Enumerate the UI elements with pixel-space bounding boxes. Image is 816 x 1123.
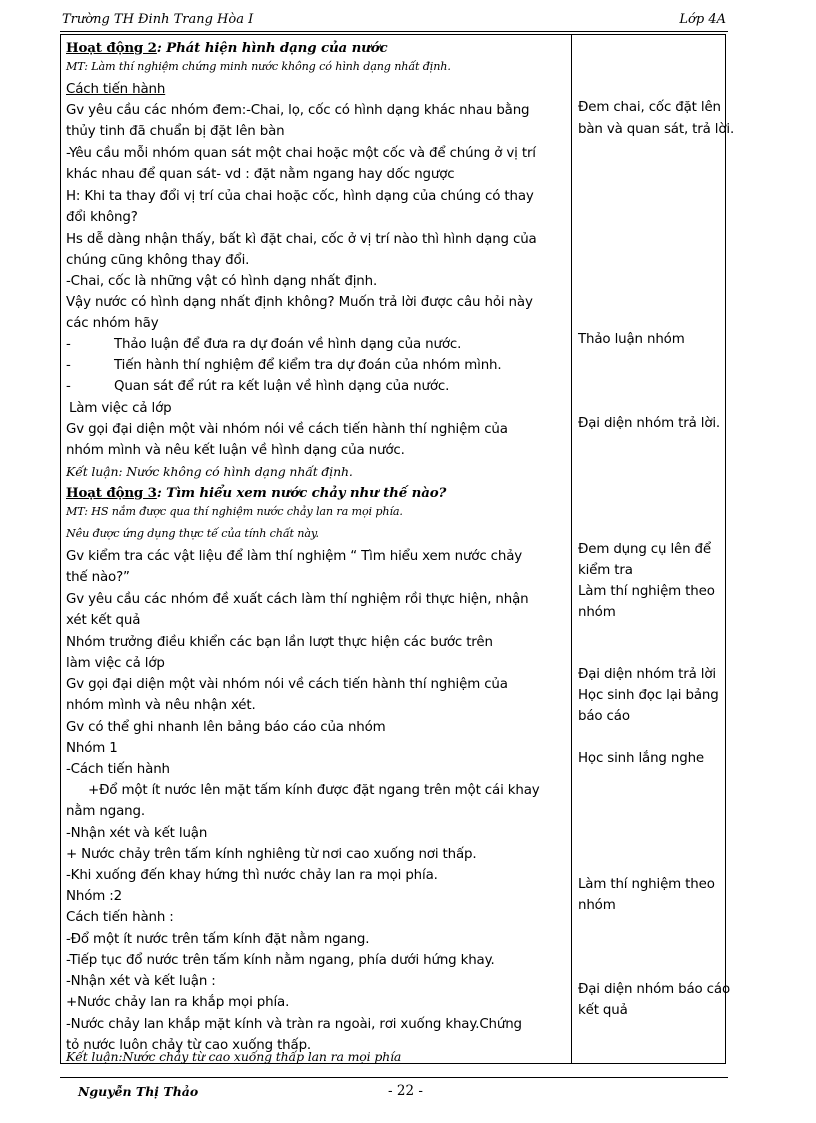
text-line: -Nhận xét và kết luận : <box>66 974 216 989</box>
student-line: kiểm tra <box>578 563 633 578</box>
bullet-item: Tiến hành thí nghiệm để kiểm tra dự đoán của nhóm mình. <box>114 358 502 373</box>
footer-rule <box>60 1077 728 1078</box>
footer-author: Nguyễn Thị Thảo <box>78 1084 199 1099</box>
student-line: nhóm <box>578 898 616 913</box>
bullet-item: Thảo luận để đưa ra dự đoán về hình dạng của nước. <box>114 337 462 352</box>
text-line: các nhóm hãy <box>66 316 159 331</box>
bullet-dash: - <box>66 358 71 373</box>
text-line: Nhóm 1 <box>66 741 118 756</box>
text-line: Gv yêu cầu các nhóm đem:-Chai, lọ, cốc có hình dạng khác nhau bằng <box>66 103 530 118</box>
text-line: -Khi xuống đến khay hứng thì nước chảy lan ra mọi phía. <box>66 868 438 883</box>
text-line: +Nước chảy lan ra khắp mọi phía. <box>66 995 290 1010</box>
text-line: -Chai, cốc là những vật có hình dạng nhất định. <box>66 274 378 289</box>
text-line: thủy tinh đã chuẩn bị đặt lên bàn <box>66 124 285 139</box>
student-line: Học sinh đọc lại bảng <box>578 688 719 703</box>
student-line: bàn và quan sát, trả lời. <box>578 122 735 137</box>
text-line: làm việc cả lớp <box>66 656 165 671</box>
procedure-heading: Cách tiến hành <box>66 82 166 97</box>
text-line: -Cách tiến hành <box>66 762 170 777</box>
text-line: -Đổ một ít nước trên tấm kính đặt nằm ngang. <box>66 932 370 947</box>
text-line: Gv yêu cầu các nhóm đề xuất cách làm thí nghiệm rồi thực hiện, nhận <box>66 592 529 607</box>
bullet-dash: - <box>66 337 71 352</box>
text-line: Gv gọi đại diện một vài nhóm nói về cách tiến hành thí nghiệm của <box>66 677 508 692</box>
text-line: +Đổ một ít nước lên mặt tấm kính được đặt ngang trên một cái khay <box>88 783 540 798</box>
student-line: Đem chai, cốc đặt lên <box>578 100 721 115</box>
text-line: -Yêu cầu mỗi nhóm quan sát một chai hoặc một cốc và để chúng ở vị trí <box>66 146 536 161</box>
header-rule <box>60 31 728 32</box>
activity-3-heading: Hoạt động 3: Tìm hiểu xem nước chảy như thế nào? <box>66 485 447 501</box>
bullet-dash: - <box>66 379 71 394</box>
student-line: Đại diện nhóm trả lời. <box>578 416 721 431</box>
conclusion-3: Kết luận:Nước chảy từ cao xuống thấp lan ra mọi phía <box>66 1049 402 1064</box>
student-line: Đại diện nhóm báo cáo <box>578 982 730 997</box>
text-line: nằm ngang. <box>66 804 145 819</box>
lesson-table <box>60 34 735 1064</box>
activity-2-objective: MT: Làm thí nghiệm chứng minh nước không có hình dạng nhất định. <box>66 60 451 73</box>
column-divider <box>571 35 572 1063</box>
text-line: Làm việc cả lớp <box>69 401 172 416</box>
activity-2-heading: Hoạt động 2: Phát hiện hình dạng của nước <box>66 40 388 56</box>
student-line: Học sinh lắng nghe <box>578 751 704 766</box>
text-line: -Nhận xét và kết luận <box>66 826 208 841</box>
student-line: Đem dụng cụ lên để <box>578 542 711 557</box>
student-line: nhóm <box>578 605 616 620</box>
conclusion-2: Kết luận: Nước không có hình dạng nhất định. <box>66 464 353 479</box>
text-line: -Nước chảy lan khắp mặt kính và tràn ra ngoài, rơi xuống khay.Chứng <box>66 1017 522 1032</box>
text-line: -Tiếp tục đổ nước trên tấm kính nằm ngang, phía dưới hứng khay. <box>66 953 495 968</box>
text-line: Gv kiểm tra các vật liệu để làm thí nghiệm “ Tìm hiểu xem nước chảy <box>66 549 523 564</box>
text-line: H: Khi ta thay đổi vị trí của chai hoặc cốc, hình dạng của chúng có thay <box>66 189 534 204</box>
student-line: báo cáo <box>578 709 630 724</box>
text-line: Vậy nước có hình dạng nhất định không? Muốn trả lời được câu hỏi này <box>66 295 533 310</box>
page-number: - 22 - <box>388 1083 423 1099</box>
text-line: khác nhau để quan sát- vd : đặt nằm ngang hay dốc ngược <box>66 167 455 182</box>
student-line: Làm thí nghiệm theo <box>578 877 715 892</box>
student-line: Thảo luận nhóm <box>578 332 685 347</box>
text-line: + Nước chảy trên tấm kính nghiêng từ nơi cao xuống nơi thấp. <box>66 847 477 862</box>
text-line: Gv có thể ghi nhanh lên bảng báo cáo của nhóm <box>66 720 386 735</box>
text-line: Nhóm trưởng điều khiển các bạn lần lượt thực hiện các bước trên <box>66 635 493 650</box>
text-line: đổi không? <box>66 210 138 225</box>
bullet-item: Quan sát để rút ra kết luận về hình dạng của nước. <box>114 379 450 394</box>
text-line: nhóm mình và nêu kết luận về hình dạng của nước. <box>66 443 405 458</box>
text-line: tỏ nước luôn chảy từ cao xuống thấp. <box>66 1038 312 1053</box>
student-line: Làm thí nghiệm theo <box>578 584 715 599</box>
header-class: Lớp 4A <box>679 12 726 27</box>
header-school: Trường TH Đinh Trang Hòa I <box>62 12 254 27</box>
text-line: Hs dễ dàng nhận thấy, bất kì đặt chai, cốc ở vị trí nào thì hình dạng của <box>66 232 537 247</box>
text-line: nhóm mình và nêu nhận xét. <box>66 698 256 713</box>
text-line: thế nào?” <box>66 570 130 585</box>
text-line: xét kết quả <box>66 613 141 628</box>
text-line: chúng cũng không thay đổi. <box>66 253 250 268</box>
text-line: Gv gọi đại diện một vài nhóm nói về cách tiến hành thí nghiệm của <box>66 422 508 437</box>
text-line: Nhóm :2 <box>66 889 122 904</box>
text-line: Cách tiến hành : <box>66 910 174 925</box>
activity-3-objective-2: Nêu được ứng dụng thực tế của tính chất này. <box>66 527 319 540</box>
activity-3-objective: MT: HS nắm được qua thí nghiệm nước chảy lan ra mọi phía. <box>66 505 403 518</box>
student-line: Đại diện nhóm trả lời <box>578 667 716 682</box>
student-line: kết quả <box>578 1003 628 1018</box>
